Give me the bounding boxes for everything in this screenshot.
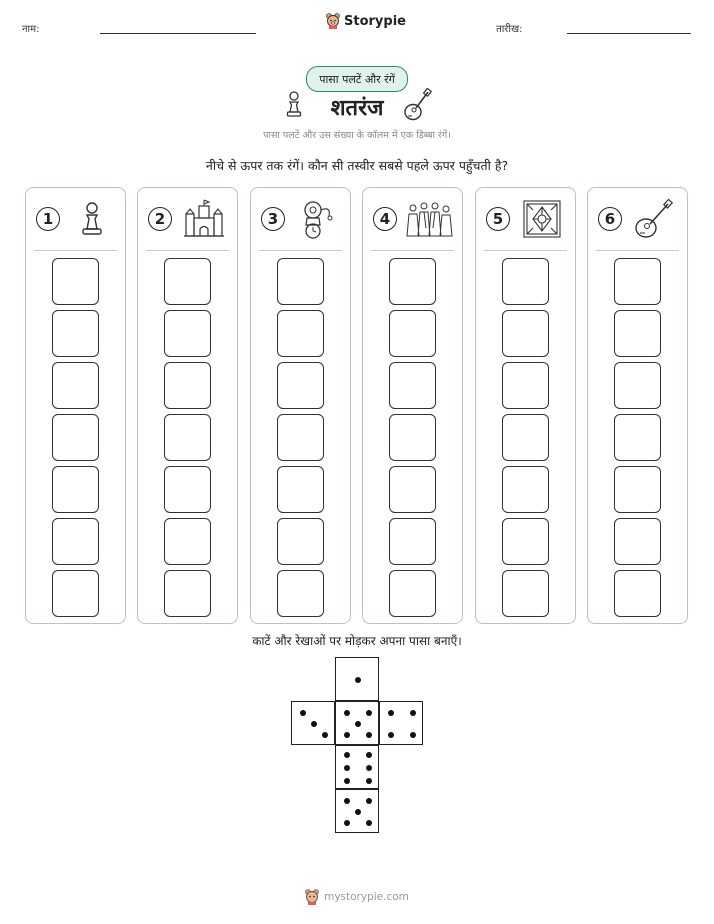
brand-logo <box>326 13 406 29</box>
activity-tag: पासा पलटें और रंगें <box>306 66 408 92</box>
color-box[interactable] <box>277 362 324 409</box>
color-box[interactable] <box>164 310 211 357</box>
dice-pip <box>366 778 372 784</box>
column-header <box>588 188 687 250</box>
color-box[interactable] <box>614 310 661 357</box>
color-box[interactable] <box>52 258 99 305</box>
column-3 <box>250 187 351 624</box>
dice-pip <box>355 721 361 727</box>
dice-pip <box>366 710 372 716</box>
color-box[interactable] <box>389 466 436 513</box>
color-box[interactable] <box>389 570 436 617</box>
color-box[interactable] <box>52 518 99 565</box>
dice-pip <box>410 732 416 738</box>
dice-pip <box>366 820 372 826</box>
color-box[interactable] <box>52 570 99 617</box>
dice-face-6 <box>335 745 379 789</box>
column-header <box>476 188 575 250</box>
column-divider <box>259 250 342 251</box>
page-subtitle: पासा पलटें और उस संख्या के कॉलम में एक डिब्बा रंगें। <box>263 130 451 141</box>
dice-pip <box>344 820 350 826</box>
color-box[interactable] <box>389 414 436 461</box>
bear-footer-icon <box>305 889 319 905</box>
column-header <box>251 188 350 250</box>
dice-pip <box>366 732 372 738</box>
color-box[interactable] <box>52 310 99 357</box>
color-box[interactable] <box>277 310 324 357</box>
column-number: 2 <box>148 207 172 231</box>
dice-face-4 <box>379 701 423 745</box>
column-number: 1 <box>36 207 60 231</box>
column-6 <box>587 187 688 624</box>
dice-face-5 <box>335 789 379 833</box>
dice-pip <box>322 732 328 738</box>
dice-pip <box>410 710 416 716</box>
column-header <box>138 188 237 250</box>
column-header <box>26 188 125 250</box>
color-box[interactable] <box>164 466 211 513</box>
color-box[interactable] <box>164 414 211 461</box>
dice-pip <box>355 809 361 815</box>
castle-icon <box>180 198 228 242</box>
color-box[interactable] <box>389 310 436 357</box>
color-box[interactable] <box>614 362 661 409</box>
dice-face-1 <box>335 657 379 701</box>
column-number: 3 <box>261 207 285 231</box>
tile-icon <box>518 198 566 242</box>
date-label: तारीख: <box>496 24 523 35</box>
instruction-text: नीचे से ऊपर तक रंगें। कौन सी तस्वीर सबसे पहले ऊपर पहुँचती है? <box>205 158 509 173</box>
color-box[interactable] <box>502 310 549 357</box>
dice-pip <box>344 752 350 758</box>
color-box[interactable] <box>164 258 211 305</box>
dice-pip <box>366 752 372 758</box>
column-2 <box>137 187 238 624</box>
dice-pip <box>388 710 394 716</box>
color-box[interactable] <box>502 362 549 409</box>
color-box[interactable] <box>389 258 436 305</box>
dice-pip <box>344 778 350 784</box>
column-number: 6 <box>598 207 622 231</box>
color-box[interactable] <box>52 414 99 461</box>
column-divider <box>34 250 117 251</box>
dice-face-5 <box>335 701 379 745</box>
column-header <box>363 188 462 250</box>
column-divider <box>146 250 229 251</box>
color-box[interactable] <box>164 570 211 617</box>
color-box[interactable] <box>614 466 661 513</box>
dice-pip <box>344 732 350 738</box>
color-box[interactable] <box>52 362 99 409</box>
lute-title-icon <box>402 88 432 122</box>
dice-pip <box>344 798 350 804</box>
column-number: 4 <box>373 207 397 231</box>
pawn-icon <box>68 198 116 242</box>
cut-instruction: काटें और रेखाओं पर मोड़कर अपना पासा बनाएँ। <box>252 634 462 648</box>
dice-pip <box>300 710 306 716</box>
color-box[interactable] <box>614 258 661 305</box>
page-title: शतरंज <box>330 96 384 121</box>
color-box[interactable] <box>614 414 661 461</box>
column-4 <box>362 187 463 624</box>
name-line[interactable] <box>100 33 256 34</box>
lute-icon <box>630 198 678 242</box>
footer-url[interactable]: mystorypie.com <box>324 891 409 903</box>
date-line[interactable] <box>567 33 691 34</box>
color-box[interactable] <box>52 466 99 513</box>
dice-pip <box>366 798 372 804</box>
clock-icon <box>293 198 341 242</box>
color-box[interactable] <box>277 570 324 617</box>
dice-pip <box>344 710 350 716</box>
color-box[interactable] <box>277 258 324 305</box>
color-box[interactable] <box>277 518 324 565</box>
column-divider <box>371 250 454 251</box>
column-1 <box>25 187 126 624</box>
color-box[interactable] <box>389 518 436 565</box>
column-5 <box>475 187 576 624</box>
dice-face-3 <box>291 701 335 745</box>
column-divider <box>484 250 567 251</box>
color-box[interactable] <box>277 466 324 513</box>
color-box[interactable] <box>614 518 661 565</box>
people-icon <box>405 198 453 242</box>
color-box[interactable] <box>614 570 661 617</box>
brand-name: Storypie <box>344 13 406 29</box>
footer <box>0 889 714 905</box>
color-box[interactable] <box>389 362 436 409</box>
column-number: 5 <box>486 207 510 231</box>
color-box[interactable] <box>502 570 549 617</box>
column-divider <box>596 250 679 251</box>
color-box[interactable] <box>502 258 549 305</box>
dice-pip <box>366 765 372 771</box>
bear-logo-icon <box>326 13 340 29</box>
dice-pip <box>355 677 361 683</box>
color-box[interactable] <box>277 414 324 461</box>
dice-pip <box>344 765 350 771</box>
color-box[interactable] <box>502 518 549 565</box>
name-label: नाम: <box>22 24 40 35</box>
color-box[interactable] <box>164 518 211 565</box>
dice-pip <box>388 732 394 738</box>
color-box[interactable] <box>502 466 549 513</box>
color-box[interactable] <box>164 362 211 409</box>
color-box[interactable] <box>502 414 549 461</box>
dice-pip <box>311 721 317 727</box>
